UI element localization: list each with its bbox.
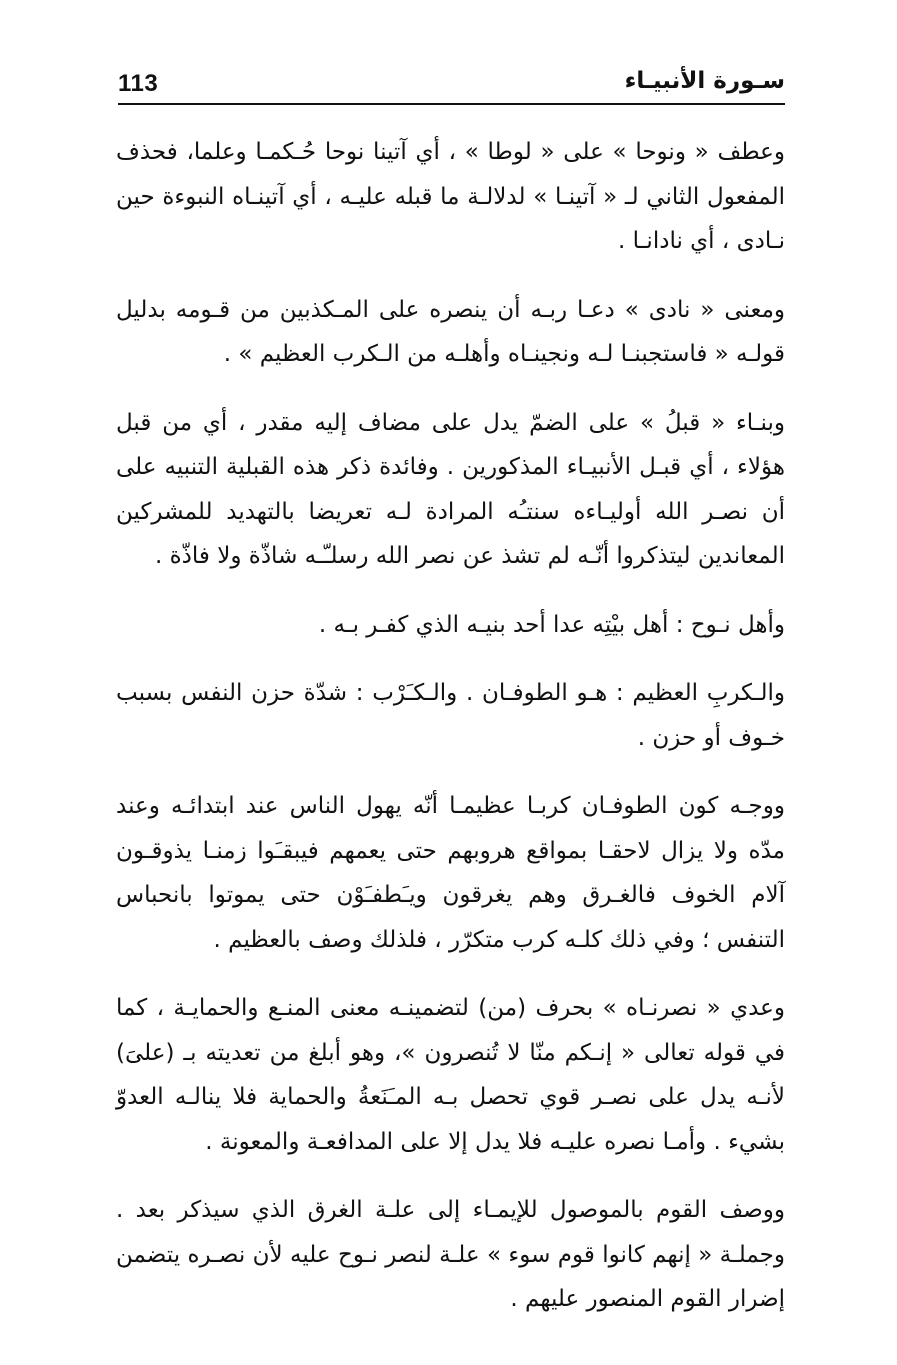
surah-title: سـورة الأنبيـاء [624,68,785,94]
page-number: 113 [118,70,159,97]
paragraph: وأهل نـوح : أهل بيْتِه عدا أحد بنيـه الذي كفـر بـه . [318,611,785,638]
running-header [118,62,785,102]
header-rule [118,103,785,105]
paragraph: وعدي « نصرنـاه » بحرف (من) لتضمينـه معنى المنـع والحمايـة ، كما في قوله تعالى « إنـكم منّا لا تُنصرون »، وهو أبلغ من تعديته بـ (علىَ) لأنـه يدل على نصـر قوي تحصل بـه المـَنَعةُ والحماية فلا ينالـه العدوّ بشيء . وأمـا نصره عليـه فلا يدل إلا على المدافعـة والمعونة . [116,995,785,1155]
paragraph: ومعنى « نادى » دعـا ربـه أن ينصره على المـكذبين من قـومه بدليل قولـه « فاستجبنـا لـه ونجينـاه وأهلـه من الـكرب العظيم » . [116,296,785,367]
paragraph: وبنـاء « قبلُ » على الضمّ يدل على مضاف إليه مقدر ، أي من قبل هؤلاء ، أي قبـل الأنبيـاء المذكورين . وفائدة ذكر هذه القبلية التنبيه على أن نصـر الله أوليـاءه سنتـُه المرادة لـه تعريضا بالتهديد للمشركين المعاندين ليتذكروا أنّـه لم تشذ عن نصر الله رسلـّـه شاذّة ولا فاذّة . [116,409,785,569]
paragraph: ووجـه كون الطوفـان كربـا عظيمـا أنّه يهول الناس عند ابتدائـه وعند مدّه ولا يزال لاحقـا بمواقع هروبهم حتى يعمهم فيبقـَوا زمنـا يذوقـون آلام الخوف فالغـرق وهم يغرقون ويـَطفـَوْن حتى يموتوا بانحباس التنفس ؛ وفي ذلك كلـه كرب متكرّر ، فلذلك وصف بالعظيم . [116,793,785,953]
paragraph: ووصف القوم بالموصول للإيمـاء إلى علـة الغرق الذي سيذكر بعد . وجملـة « إنهم كانوا قوم سوء » علـة لنصر نـوح عليه لأن نصـره يتضمن إضرار القوم المنصور عليهم . [116,1197,785,1312]
body-text [116,130,785,1346]
paragraph: وعطف « ونوحا » على « لوطا » ، أي آتينا نوحا حُـكمـا وعلما، فحذف المفعول الثاني لـ « آتينـا » لدلالـة ما قبله عليـه ، أي آتينـاه النبوءة حين نـادى ، أي نادانـا . [116,139,785,254]
paragraph: والـكربِ العظيم : هـو الطوفـان . والـكـَرْب : شدّة حزن النفس بسبب خـوف أو حزن . [116,680,785,751]
